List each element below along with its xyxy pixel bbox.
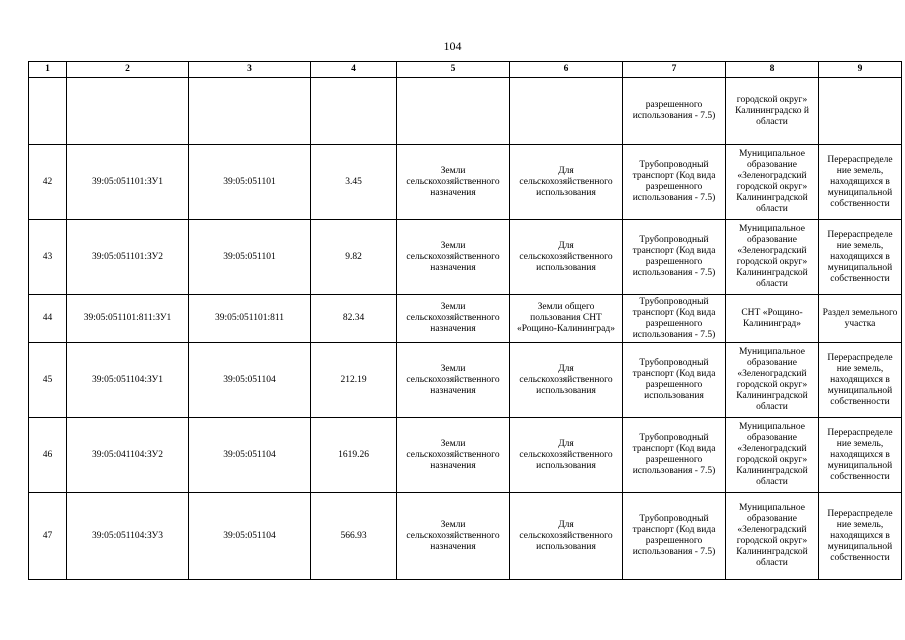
row-number-cell: 45 [29, 343, 67, 418]
cadastral-number-cell: 39:05:051101:ЗУ1 [67, 145, 189, 220]
purpose-cell: Трубопроводный транспорт (Код вида разрешенного использования - 7.5) [623, 220, 726, 295]
land-category-cell: Земли сельскохозяйственного назначения [397, 220, 510, 295]
purpose-cell: Трубопроводный транспорт (Код вида разрешенного использования - 7.5) [623, 145, 726, 220]
formation-method-cell: Перераспределе ние земель, находящихся в муниципальной собственности [819, 145, 902, 220]
owner-cell: Муниципальное образование «Зеленоградский городской округ» Калининградской области [726, 493, 819, 580]
formation-method-cell: Раздел земельного участка [819, 295, 902, 343]
area-cell: 3.45 [311, 145, 397, 220]
table-row [29, 343, 902, 418]
column-header: 6 [510, 62, 623, 78]
column-header: 3 [189, 62, 311, 78]
column-header: 1 [29, 62, 67, 78]
cadastral-quarter-cell: 39:05:051104 [189, 418, 311, 493]
owner-cell: Муниципальное образование «Зеленоградский городской округ» Калининградской области [726, 145, 819, 220]
land-category-cell: Земли сельскохозяйственного назначения [397, 295, 510, 343]
permitted-use-cell: Для сельскохозяйственного использования [510, 493, 623, 580]
formation-method-cell: Перераспределе ние земель, находящихся в муниципальной собственности [819, 418, 902, 493]
row-number-cell: 43 [29, 220, 67, 295]
row-number-cell: 44 [29, 295, 67, 343]
cadastral-number-cell: 39:05:041104:ЗУ2 [67, 418, 189, 493]
cadastral-quarter-cell: 39:05:051104 [189, 493, 311, 580]
cadastral-quarter-cell: 39:05:051101:811 [189, 295, 311, 343]
table-row [29, 418, 902, 493]
formation-method-cell: Перераспределе ние земель, находящихся в муниципальной собственности [819, 220, 902, 295]
page-number: 104 [443, 39, 462, 53]
permitted-use-cell: Для сельскохозяйственного использования [510, 418, 623, 493]
land-category-cell: Земли сельскохозяйственного назначения [397, 418, 510, 493]
purpose-cell: Трубопроводный транспорт (Код вида разрешенного использования - 7.5) [623, 295, 726, 343]
formation-method-cell: Перераспределе ние земель, находящихся в муниципальной собственности [819, 493, 902, 580]
row-number-cell: 47 [29, 493, 67, 580]
area-cell: 9.82 [311, 220, 397, 295]
area-cell: 566.93 [311, 493, 397, 580]
column-header: 4 [311, 62, 397, 78]
owner-cell: Муниципальное образование «Зеленоградский городской округ» Калининградской области [726, 343, 819, 418]
area-cell: 82.34 [311, 295, 397, 343]
land-category-cell: Земли сельскохозяйственного назначения [397, 493, 510, 580]
cadastral-number-cell: 39:05:051101:ЗУ2 [67, 220, 189, 295]
owner-cell: Муниципальное образование «Зеленоградский городской округ» Калининградской области [726, 220, 819, 295]
cadastral-quarter-cell: 39:05:051104 [189, 343, 311, 418]
table-row [29, 295, 902, 343]
area-cell: 212.19 [311, 343, 397, 418]
purpose-cell: Трубопроводный транспорт (Код вида разрешенного использования - 7.5) [623, 493, 726, 580]
permitted-use-cell: Для сельскохозяйственного использования [510, 145, 623, 220]
cadastral-number-cell: 39:05:051104:ЗУ3 [67, 493, 189, 580]
row-number-cell: 46 [29, 418, 67, 493]
table-row [29, 493, 902, 580]
permitted-use-cell: Для сельскохозяйственного использования [510, 343, 623, 418]
row-number-cell: 42 [29, 145, 67, 220]
table-row [29, 145, 902, 220]
permitted-use-cell: Земли общего пользования СНТ «Рощино-Калининград» [510, 295, 623, 343]
column-header: 8 [726, 62, 819, 78]
purpose-cell: Трубопроводный транспорт (Код вида разрешенного использования - 7.5) [623, 418, 726, 493]
permitted-use-cell: Для сельскохозяйственного использования [510, 220, 623, 295]
purpose-cell: разрешенного использования - 7.5) [623, 78, 726, 145]
area-cell: 1619.26 [311, 418, 397, 493]
column-header: 7 [623, 62, 726, 78]
column-header: 9 [819, 62, 902, 78]
owner-cell: СНТ «Рощино-Калининград» [726, 295, 819, 343]
cadastral-quarter-cell: 39:05:051101 [189, 220, 311, 295]
column-number-row [29, 62, 902, 78]
cadastral-number-cell: 39:05:051104:ЗУ1 [67, 343, 189, 418]
purpose-cell: Трубопроводный транспорт (Код вида разрешенного использования [623, 343, 726, 418]
table-row [29, 220, 902, 295]
land-category-cell: Земли сельскохозяйственного назначения [397, 145, 510, 220]
continuation-row [29, 78, 902, 145]
land-plots-table [28, 61, 902, 580]
cadastral-quarter-cell: 39:05:051101 [189, 145, 311, 220]
land-category-cell: Земли сельскохозяйственного назначения [397, 343, 510, 418]
column-header: 2 [67, 62, 189, 78]
owner-cell: городской округ» Калининградско й области [726, 78, 819, 145]
formation-method-cell: Перераспределе ние земель, находящихся в муниципальной собственности [819, 343, 902, 418]
cadastral-number-cell: 39:05:051101:811:ЗУ1 [67, 295, 189, 343]
owner-cell: Муниципальное образование «Зеленоградский городской округ» Калининградской области [726, 418, 819, 493]
column-header: 5 [397, 62, 510, 78]
